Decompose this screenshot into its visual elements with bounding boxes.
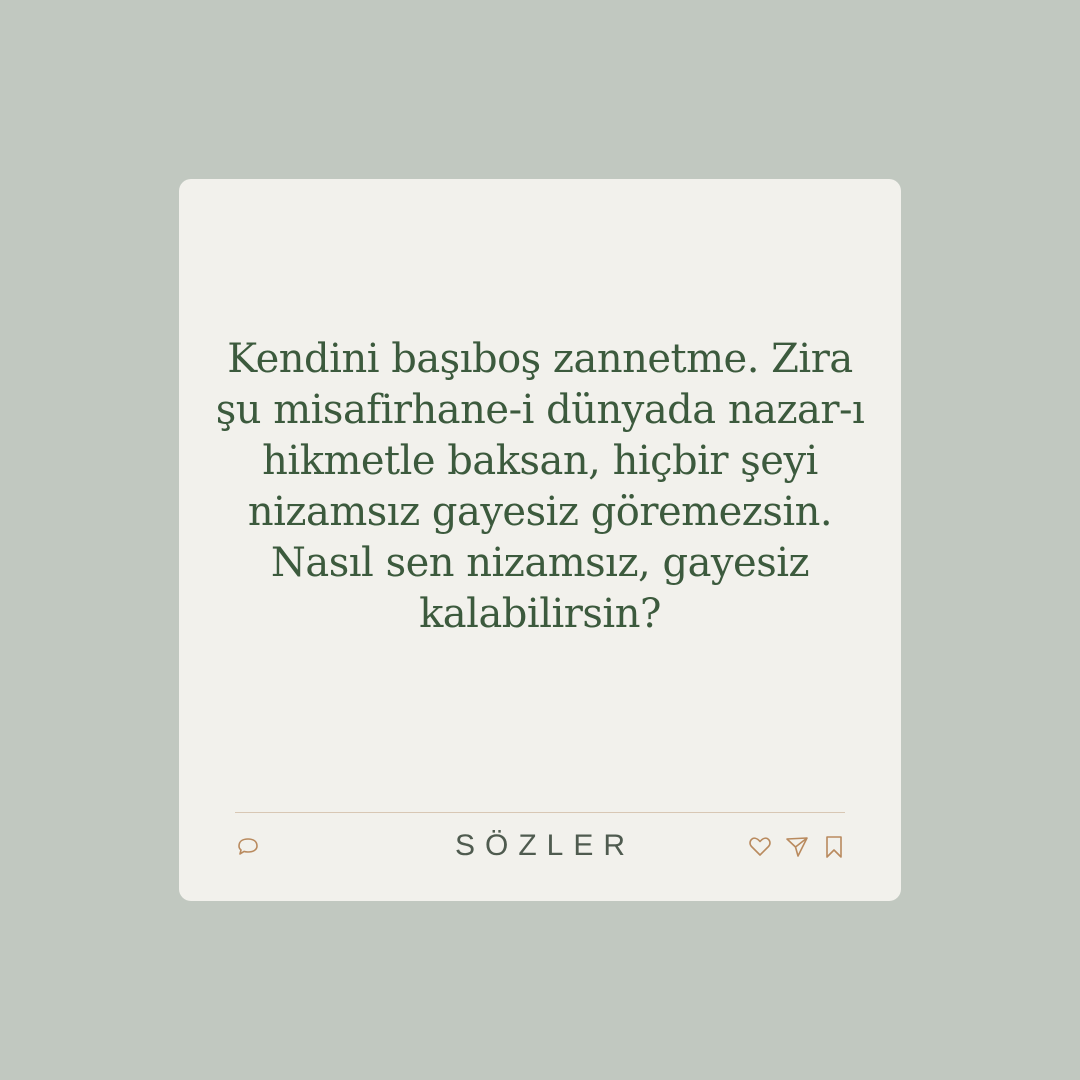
send-icon[interactable] [784, 834, 810, 860]
heart-icon[interactable] [747, 834, 773, 860]
footer-title: SÖZLER [454, 829, 636, 862]
bookmark-icon[interactable] [823, 834, 845, 860]
quote-card [179, 179, 901, 901]
footer-divider [235, 812, 845, 813]
quote-text: Kendini başıboş zannetme. Zira şu misafirhane-i dünyada nazar-ı hikmetle baksan, hiçbir şeyi nizamsız gayesiz göremezsin. Nasıl sen nizamsız, gayesiz kalabilirsin? [215, 336, 865, 637]
